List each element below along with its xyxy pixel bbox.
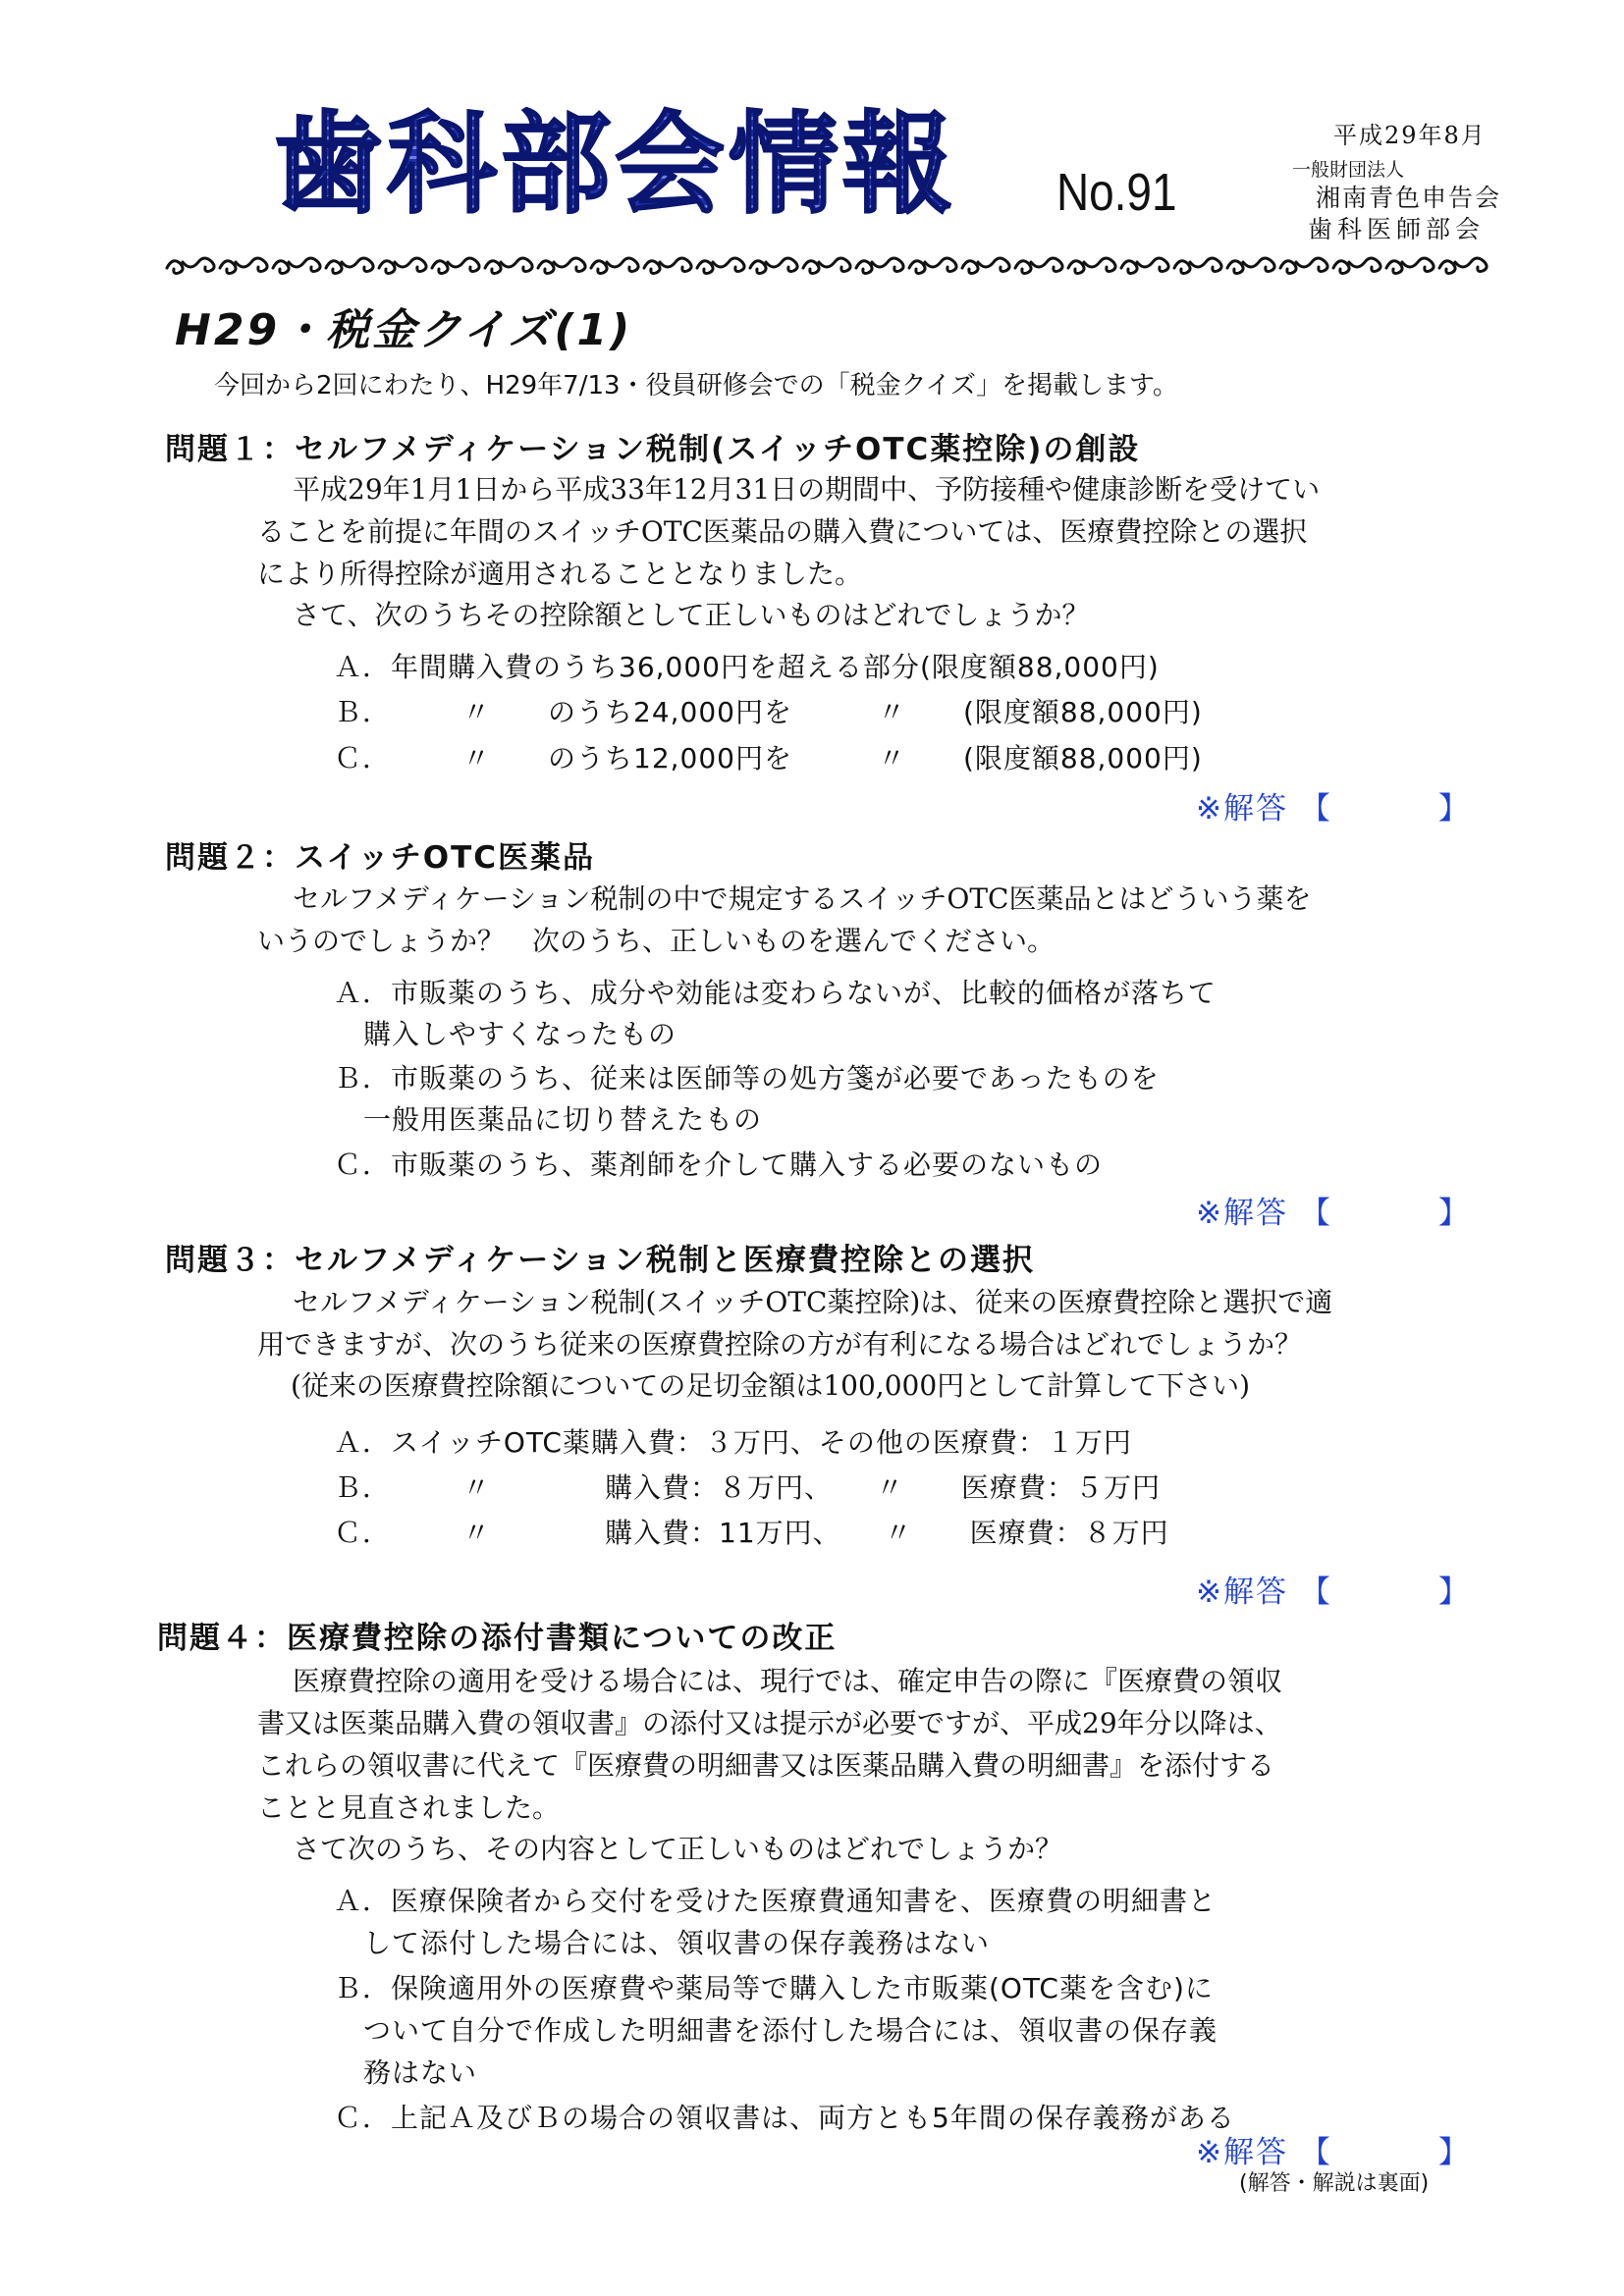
question-2-option-c: Ｃ．市販薬のうち、薬剤師を介して購入する必要のないもの (334, 1148, 1104, 1181)
question-4-option-a: Ａ．医療保険者から交付を受けた医療費通知書を、医療費の明細書と (334, 1885, 1218, 1917)
question-2-body-line: いうのでしょうか？ 次のうち、正しいものを選んでください。 (257, 925, 1056, 957)
ornament-scroll (803, 258, 850, 274)
footer-note: (解答・解説は裏面) (1239, 2171, 1430, 2196)
ornament-scroll (1068, 258, 1115, 274)
question-1-option-a: Ａ．年間購入費のうち36,000円を超える部分(限度額88,000円) (334, 651, 1160, 683)
answer-close-bracket: 】 (1437, 1196, 1469, 1231)
question-4-option-b-cont: 務はない (363, 2056, 478, 2089)
question-1-body-line: さて、次のうちその控除額として正しいものはどれでしょうか？ (293, 599, 1090, 631)
answer-open-bracket: 【 (1299, 1575, 1330, 1610)
issue-number: No.91 (1056, 163, 1177, 222)
question-3-body-line: (従来の医療費控除額についての足切金額は100,000円として計算して下さい) (291, 1369, 1251, 1402)
issue-date: 平成29年8月 (1333, 122, 1487, 149)
ornament-scroll (485, 258, 532, 274)
question-4-body-line: さて次のうち、その内容として正しいものはどれでしょうか？ (293, 1833, 1063, 1865)
answer-open-bracket: 【 (1299, 2135, 1330, 2170)
newsletter-title: 歯科部会情報 (273, 101, 956, 229)
answer-close-bracket: 】 (1437, 1575, 1469, 1610)
quiz-title: H29・税金クイズ(1) (175, 305, 633, 355)
question-2-heading: 問題２：スイッチOTC医薬品 (165, 840, 596, 876)
ornament-scroll (591, 258, 638, 274)
question-2-option-b-cont: 一般用医薬品に切り替えたもの (363, 1103, 763, 1136)
question-4-body-line: ことと見直されました。 (257, 1791, 561, 1824)
quiz-intro: 今回から2回にわたり、H29年7/13・役員研修会での「税金クイズ」を掲載します。 (214, 371, 1178, 400)
answer-label: ※解答 (1196, 2135, 1288, 2170)
ornament-scroll (1386, 258, 1434, 274)
question-1-heading: 問題１：セルフメディケーション税制(スイッチOTC薬控除)の創設 (165, 432, 1141, 467)
ornament-scroll (167, 258, 214, 274)
question-3-answer-box (1196, 1567, 1469, 1611)
ornament-scroll (432, 258, 479, 274)
publisher-type: 一般財団法人 (1292, 159, 1405, 181)
question-4-body-line: 医療費控除の適用を受ける場合には、現行では、確定申告の際に『医療費の領収 (293, 1665, 1283, 1697)
ornament-scroll (909, 258, 956, 274)
answer-open-bracket: 【 (1299, 1196, 1330, 1231)
question-4-body-line: 書又は医薬品購入費の領収書』の添付又は提示が必要ですが、平成29年分以降は、 (257, 1707, 1282, 1739)
question-3-body-line: 用できますが、次のうち従来の医療費控除の方が有利になる場合はどれでしょうか？ (257, 1328, 1303, 1361)
question-2-option-a-cont: 購入しやすくなったもの (363, 1018, 677, 1050)
ornament-scroll (273, 258, 320, 274)
ornament-scroll (1439, 258, 1487, 274)
publisher-name: 湘南青色申告会 (1316, 184, 1502, 212)
question-3-option-b: Ｂ． 〃 購入費：８万円、 〃 医療費：５万円 (334, 1471, 1162, 1504)
question-1-body-line: により所得控除が適用されることとなりました。 (257, 558, 863, 590)
question-1-body-line: 平成29年1月1日から平成33年12月31日の期間中、予防接種や健康診断を受けてい (293, 473, 1321, 506)
answer-label: ※解答 (1196, 1575, 1288, 1610)
answer-label: ※解答 (1196, 1196, 1288, 1231)
question-4-option-b: Ｂ．保険適用外の医療費や薬局等で購入した市販薬(OTC薬を含む)に (334, 1972, 1214, 2004)
question-3-body-line: セルフメディケーション税制(スイッチOTC薬控除)は、従来の医療費控除と選択で適 (293, 1286, 1333, 1318)
question-1-option-c: Ｃ． 〃 のうち12,000円を 〃 (限度額88,000円) (334, 742, 1203, 774)
question-1-body-line: ることを前提に年間のスイッチOTC医薬品の購入費については、医療費控除との選択 (257, 515, 1308, 548)
question-4-option-a-cont: して添付した場合には、領収書の保存義務はない (363, 1927, 991, 1959)
question-1-answer-box (1196, 783, 1469, 828)
question-3-option-a: Ａ．スイッチOTC薬購入費：３万円、その他の医療費：１万円 (334, 1426, 1132, 1459)
question-4-body-line: これらの領収書に代えて『医療費の明細書又は医薬品購入費の明細書』を添付する (257, 1749, 1275, 1782)
question-4-option-b-cont: ついて自分で作成した明細書を添付した場合には、領収書の保存義 (363, 2014, 1218, 2047)
ornament-scroll (538, 258, 585, 274)
publisher-section: 歯科医師部会 (1308, 215, 1486, 243)
ornament-scroll (1280, 258, 1327, 274)
ornament-scroll (220, 258, 267, 274)
ornament-scroll (379, 258, 426, 274)
ornament-scroll (1015, 258, 1062, 274)
ornament-scroll (1174, 258, 1221, 274)
question-2-option-b: Ｂ．市販薬のうち、従来は医師等の処方箋が必要であったものを (334, 1062, 1160, 1095)
question-4-answer-box (1196, 2127, 1469, 2171)
question-1-option-b: Ｂ． 〃 のうち24,000円を 〃 (限度額88,000円) (334, 696, 1203, 728)
ornament-scroll (326, 258, 373, 274)
answer-close-bracket: 】 (1437, 791, 1469, 827)
ornament-scroll (856, 258, 903, 274)
question-4-option-c: Ｃ．上記Ａ及びＢの場合の領収書は、両方とも5年間の保存義務がある (334, 2102, 1235, 2134)
question-2-answer-box (1196, 1188, 1469, 1232)
answer-open-bracket: 【 (1299, 791, 1330, 827)
ornament-scroll (644, 258, 691, 274)
ornament-scroll (1227, 258, 1274, 274)
answer-label: ※解答 (1196, 791, 1288, 827)
ornament-scroll (1121, 258, 1168, 274)
ornament-border (157, 250, 1492, 280)
ornament-scroll (697, 258, 744, 274)
answer-close-bracket: 】 (1437, 2135, 1469, 2170)
question-3-option-c: Ｃ． 〃 購入費：11万円、 〃 医療費：８万円 (334, 1517, 1169, 1549)
question-2-option-a: Ａ．市販薬のうち、成分や効能は変わらないが、比較的価格が落ちて (334, 977, 1217, 1009)
question-4-heading: 問題４：医療費控除の添付書類についての改正 (157, 1621, 838, 1656)
question-3-heading: 問題３：セルフメディケーション税制と医療費控除との選択 (165, 1243, 1036, 1278)
ornament-scroll (962, 258, 1009, 274)
ornament-scroll (1333, 258, 1380, 274)
ornament-scroll (750, 258, 797, 274)
question-2-body-line: セルフメディケーション税制の中で規定するスイッチOTC医薬品とはどういう薬を (293, 882, 1312, 915)
